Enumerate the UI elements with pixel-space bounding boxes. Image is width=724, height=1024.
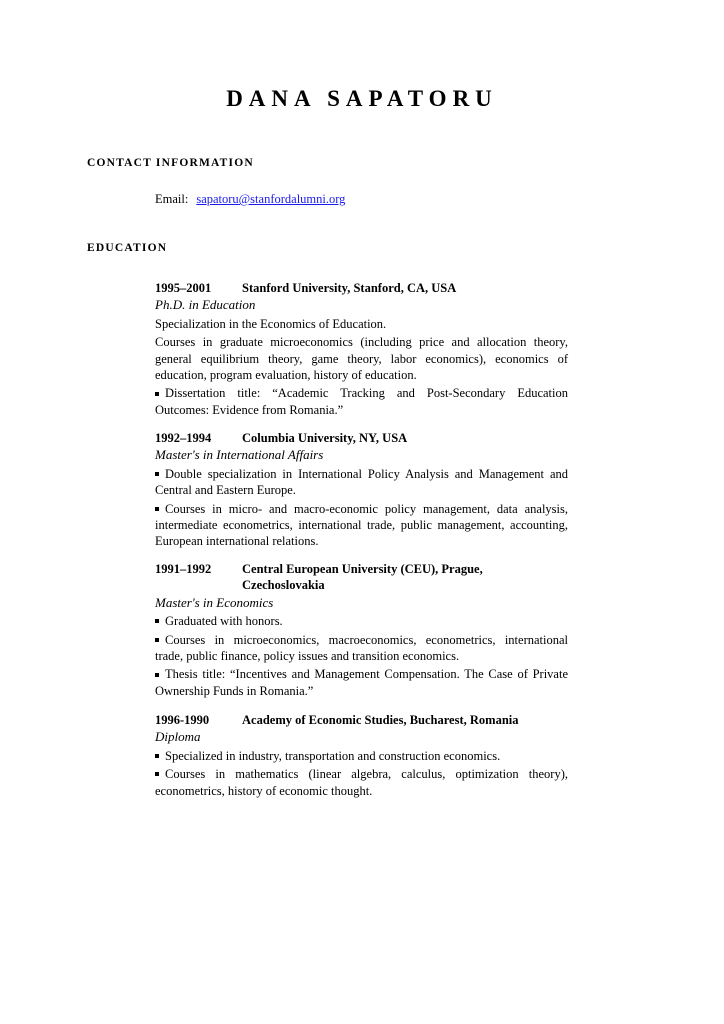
entry-item: Courses in microeconomics, macroeconomics, econometrics, international trade, public finance, policy issues and transition economics. [155, 632, 568, 664]
entry-item: Specialization in the Economics of Education. [155, 316, 387, 331]
entry-header [155, 561, 568, 594]
bullet-icon [155, 507, 159, 511]
bullet-icon [155, 392, 159, 396]
entry-dates: 1991–1992 [155, 562, 212, 576]
bullet-icon [155, 754, 159, 758]
entry-header [155, 430, 568, 446]
entry-item: Courses in micro- and macro-economic policy management, data analysis, intermediate econometrics, international trade, public management, accounting, European international relations. [155, 501, 568, 549]
entry-item: Double specialization in International Policy Analysis and Management and Central and Eastern Europe. [155, 466, 568, 498]
bullet-icon [155, 619, 159, 623]
education-entry [155, 561, 568, 699]
education-entry [155, 430, 568, 550]
candidate-name: DANA SAPATORU [226, 86, 498, 111]
education-entry [155, 712, 568, 799]
entry-institution: Academy of Economic Studies, Bucharest, Romania [242, 713, 519, 727]
education-entry [155, 280, 568, 418]
bullet-icon [155, 472, 159, 476]
entry-institution: Columbia University, NY, USA [242, 431, 408, 445]
entry-institution: Stanford University, Stanford, CA, USA [242, 281, 457, 295]
bullet-icon [155, 772, 159, 776]
bullet-icon [155, 638, 159, 642]
education-heading: EDUCATION [87, 242, 168, 254]
entry-dates: 1992–1994 [155, 431, 212, 445]
entry-item: Dissertation title: “Academic Tracking and Post-Secondary Education Outcomes: Evidence from Romania.” [155, 386, 568, 417]
entry-degree: Diploma [155, 729, 201, 745]
entry-institution: Central European University (CEU), Prague, Czechoslovakia [242, 562, 483, 593]
entry-header [155, 280, 568, 296]
entry-item: Thesis title: “Incentives and Management Compensation. The Case of Private Ownership Funds in Romania.” [155, 667, 568, 698]
email-link[interactable]: sapatoru@stanfordalumni.org [196, 192, 346, 206]
contact-heading: CONTACT INFORMATION [87, 157, 254, 169]
entry-degree: Ph.D. in Education [155, 297, 256, 313]
entry-dates: 1995–2001 [155, 281, 212, 295]
entry-dates: 1996-1990 [155, 713, 210, 727]
entry-degree: Master's in Economics [155, 594, 274, 610]
entry-item: Specialized in industry, transportation and construction economics. [155, 748, 568, 764]
contact-email-row [155, 192, 345, 207]
entry-item: Graduated with honors. [155, 613, 568, 629]
entry-header [155, 712, 568, 728]
entry-degree: Master's in International Affairs [155, 447, 324, 463]
email-label: Email: [155, 192, 189, 206]
entry-item: Courses in graduate microeconomics (including price and allocation theory, general equilibrium theory, game theory, labor economics), economics of education, program evaluation, history of education. [155, 335, 568, 383]
bullet-icon [155, 673, 159, 677]
entry-item: Courses in mathematics (linear algebra, calculus, optimization theory), econometrics, history of economic thought. [155, 767, 568, 798]
